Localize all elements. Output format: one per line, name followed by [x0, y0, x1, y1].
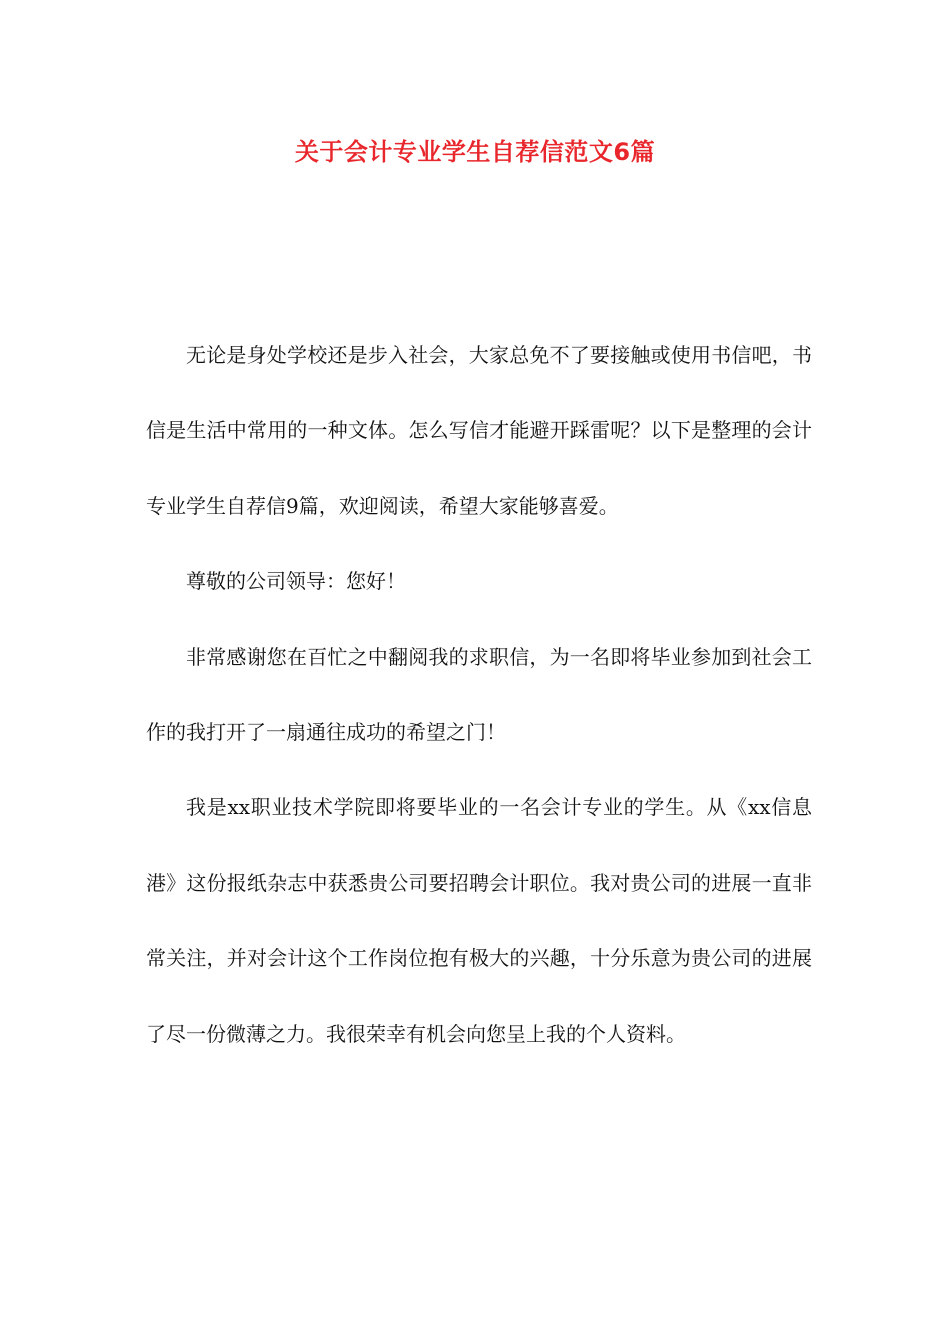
paragraph-thanks: 非常感谢您在百忙之中翻阅我的求职信，为一名即将毕业参加到社会工作的我打开了一扇通往成功的希望之门！	[146, 644, 812, 745]
document-title: 关于会计专业学生自荐信范文6篇	[294, 138, 656, 166]
paragraph-self-intro: 我是xx职业技术学院即将要毕业的一名会计专业的学生。从《xx信息港》这份报纸杂志中获悉贵公司要招聘会计职位。我对贵公司的进展一直非常关注，并对会计这个工作岗位抱有极大的兴趣，十分乐意为贵公司的进展了尽一份微薄之力。我很荣幸有机会向您呈上我的个人资料。	[146, 795, 812, 1046]
paragraph-intro: 无论是身处学校还是步入社会，大家总免不了要接触或使用书信吧，书信是生活中常用的一种文体。怎么写信才能避开踩雷呢？以下是整理的会计专业学生自荐信9篇，欢迎阅读，希望大家能够喜爱。	[146, 343, 812, 518]
document-body	[146, 318, 812, 1072]
paragraph-greeting: 尊敬的公司领导：您好！	[186, 569, 406, 594]
